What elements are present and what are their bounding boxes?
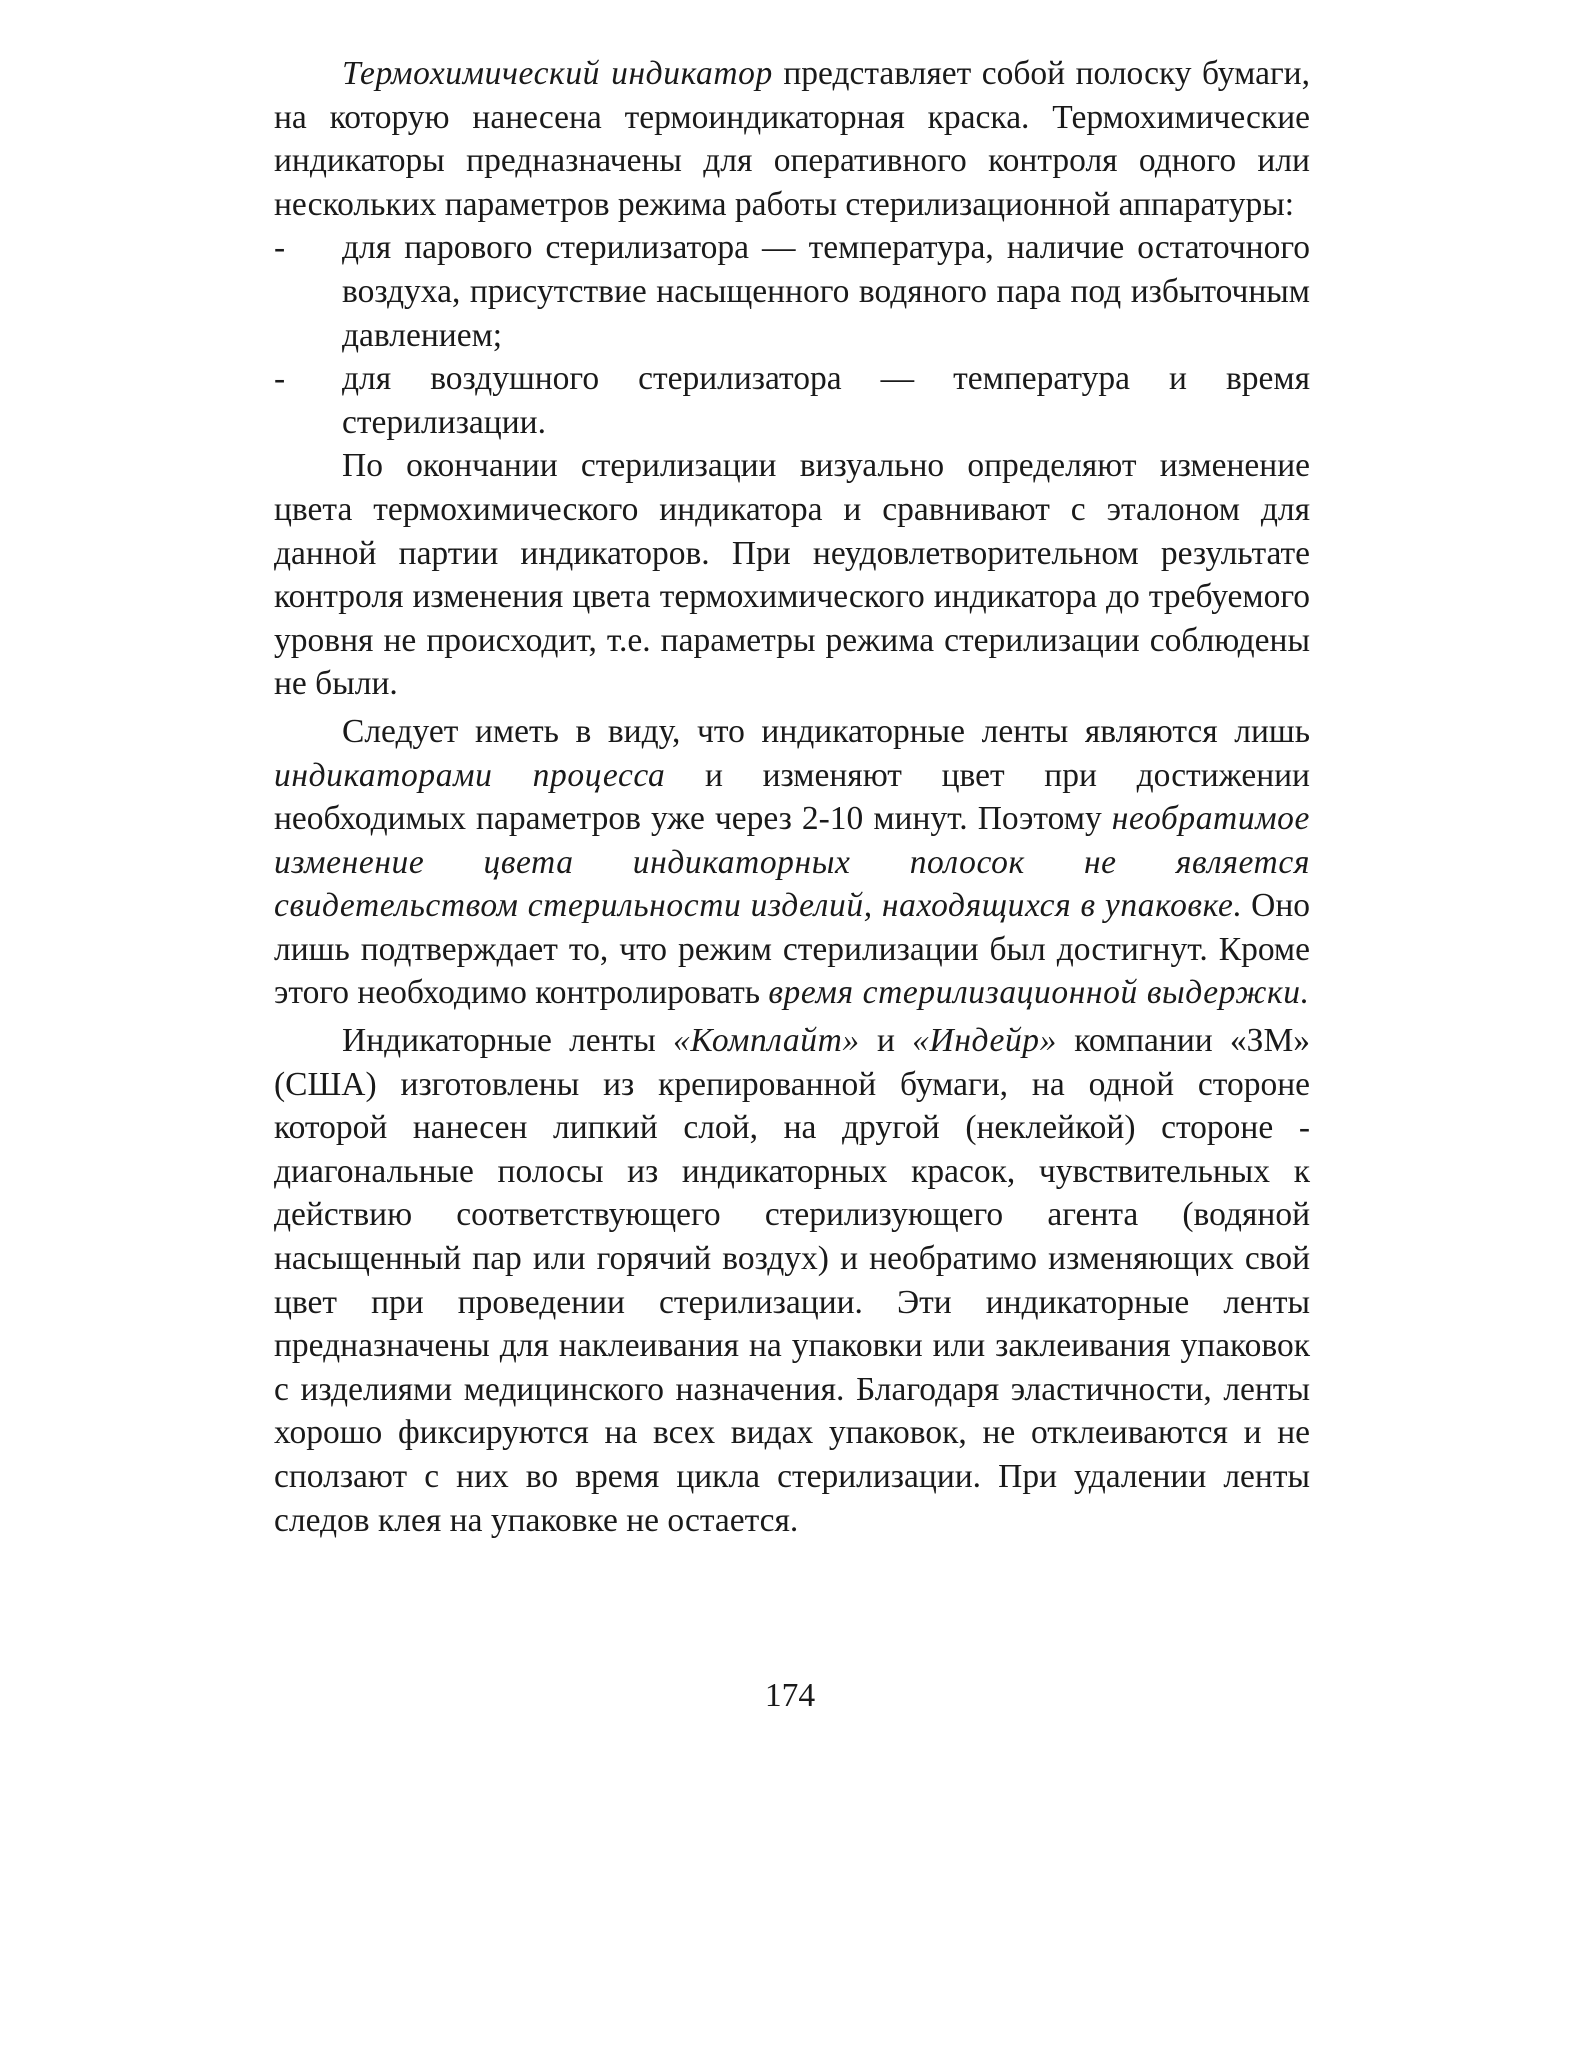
emphasis-not-sterility-evidence: необратимое изменение цвета индикаторных полосок не является свидетельством стерильности изделий, находящихся в упаковке. [274,800,1310,925]
paragraph-text: Следует иметь в виду, что индикаторные ленты являются лишь [342,712,1310,750]
term-thermochemical-indicator: Термохимический индикатор [342,55,773,92]
paragraph-text: Индикаторные ленты [342,1022,673,1060]
brand-complight: «Комплайт» [672,1022,860,1060]
list-item-text: для парового стерилизатора — температура, наличие остаточного воздуха, присутствие насыщенного водяного пара под избыточным давлением; [342,229,1310,354]
list-item-text: для воздушного стерилизатора — температура и время стерилизации. [342,360,1310,441]
page-number: 174 [764,1677,816,1714]
list-item-steam-sterilizer [274,226,1310,357]
dash-marker: - [274,229,286,267]
brand-indair: «Индейр» [912,1022,1058,1060]
paragraph-after-sterilization [274,444,1310,706]
term-sterilization-hold-time: время стерилизационной выдержки. [768,974,1310,1012]
paragraph-text: и изменяют цвет при достижении необходимых параметров уже через 2-10 минут. Поэтому [274,756,1310,838]
paragraph-3m-tapes [274,1019,1310,1542]
paragraph-text: компании «ЗМ» (США) изготовлены из крепированной бумаги, на одной стороне которой нанесен липкий слой, на другой (неклейкой) стороне - диагональные полосы из индикаторных красок, чувствительных к действию соответствующего стерилизующего агента (водяной насыщенный пар или горячий воздух) и необратимо изменяющих свой цвет при проведении стерилизации. Эти индикаторные ленты предназначены для наклеивания на упаковки или заклеивания упаковок с изделиями медицинского назначения. Благодаря эластичности, ленты хорошо фиксируются на всех видах упаковок, не отклеиваются и не сползают с них во время цикла стерилизации. При удалении ленты следов клея на упаковке не остается. [274,1022,1310,1539]
list-item-air-sterilizer [274,357,1310,444]
paragraph-text: представляет собой полоску бумаги, на которую нанесена термоиндикаторная краска. Термохимические индикаторы предназначены для оперативного контроля одного или нескольких параметров режима работы стерилизационной аппаратуры: [274,55,1310,223]
dash-marker: - [274,360,286,398]
paragraph-text: По окончании стерилизации визуально определяют изменение цвета термохимического индикатора и сравнивают с эталоном для данной партии индикаторов. При неудовлетворительном результате контроля изменения цвета термохимического индикатора до требуемого уровня не происходит, т.е. параметры режима стерилизации соблюдены не были. [274,447,1310,703]
paragraph-text: Оно лишь подтверждает то, что режим стерилизации был достигнут. Кроме этого необходимо контролировать [274,887,1310,1012]
paragraph-indicator-tapes-note [274,710,1310,1015]
paragraph-text: и [859,1022,913,1060]
paragraph-thermochemical-indicator [274,52,1310,226]
page-body [274,52,1310,1542]
term-process-indicators: индикаторами процесса [274,756,666,794]
